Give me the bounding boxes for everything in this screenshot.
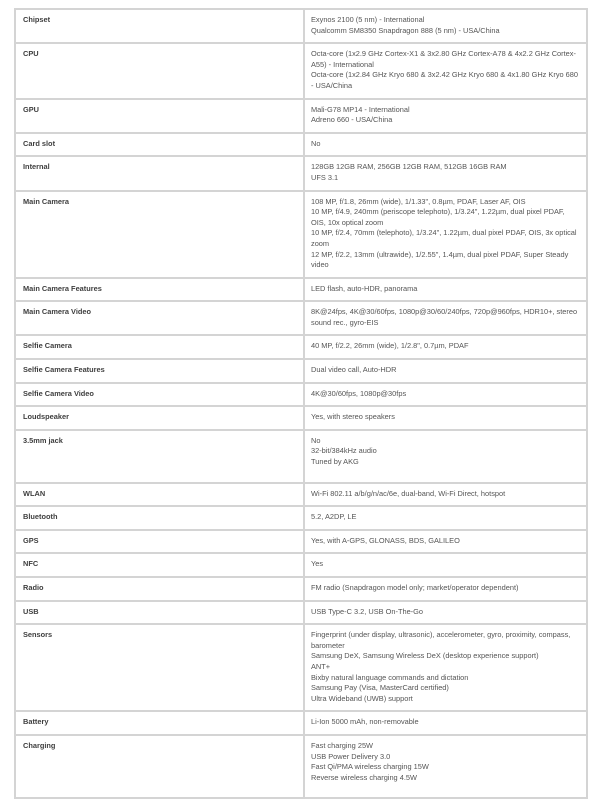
spec-label: Main Camera Video xyxy=(15,301,304,335)
spec-value xyxy=(304,553,587,577)
spec-row xyxy=(15,133,587,157)
spec-value-line: UFS 3.1 xyxy=(311,172,339,182)
spec-value-line: USB Power Delivery 3.0 xyxy=(311,751,391,761)
spec-value-line: 40 MP, f/2.2, 26mm (wide), 1/2.8", 0.7µm, PDAF xyxy=(311,341,469,351)
spec-row xyxy=(15,624,587,711)
spec-value-line: ANT+ xyxy=(311,661,331,671)
spec-label: Loudspeaker xyxy=(15,406,304,430)
spec-table-body xyxy=(15,9,587,798)
spec-value xyxy=(304,711,587,735)
spec-value-line: Yes, with A-GPS, GLONASS, BDS, GALILEO xyxy=(311,535,460,545)
spec-row xyxy=(15,430,587,483)
spec-value-line: No xyxy=(311,435,321,445)
spec-table xyxy=(14,8,588,799)
spec-row xyxy=(15,99,587,133)
spec-value-line: Mali-G78 MP14 - International xyxy=(311,104,410,114)
spec-row xyxy=(15,553,587,577)
spec-value-line: Dual video call, Auto-HDR xyxy=(311,365,397,375)
spec-value xyxy=(304,99,587,133)
spec-value-line: 32-bit/384kHz audio xyxy=(311,446,377,456)
spec-value xyxy=(304,43,587,98)
spec-row xyxy=(15,483,587,507)
spec-value xyxy=(304,406,587,430)
spec-row xyxy=(15,335,587,359)
spec-label: GPU xyxy=(15,99,304,133)
spec-label: Card slot xyxy=(15,133,304,157)
spec-value-line: Tuned by AKG xyxy=(311,457,359,467)
spec-value xyxy=(304,577,587,601)
spec-label: Radio xyxy=(15,577,304,601)
spec-row xyxy=(15,383,587,407)
spec-row xyxy=(15,735,587,798)
spec-value-line: Fast Qi/PMA wireless charging 15W xyxy=(311,762,429,772)
spec-row xyxy=(15,278,587,302)
spec-value-line: FM radio (Snapdragon model only; market/operator dependent) xyxy=(311,583,519,592)
spec-row xyxy=(15,406,587,430)
spec-row xyxy=(15,43,587,98)
spec-value-line: Octa-core (1x2.84 GHz Kryo 680 & 3x2.42 GHz Kryo 680 & 4x1.80 GHz Kryo 680 - USA/China xyxy=(311,70,579,90)
spec-label: Bluetooth xyxy=(15,506,304,530)
spec-value-line: Bixby natural language commands and dictation xyxy=(311,672,469,682)
spec-value xyxy=(304,335,587,359)
spec-row xyxy=(15,359,587,383)
spec-row xyxy=(15,301,587,335)
spec-row xyxy=(15,191,587,278)
spec-value-line: Samsung Pay (Visa, MasterCard certified) xyxy=(311,683,449,693)
spec-value xyxy=(304,601,587,625)
spec-value-line: No xyxy=(311,138,321,148)
spec-label: WLAN xyxy=(15,483,304,507)
spec-value xyxy=(304,191,587,278)
spec-row xyxy=(15,577,587,601)
spec-value-line: Samsung DeX, Samsung Wireless DeX (desktop experience support) xyxy=(311,651,539,661)
spec-label: NFC xyxy=(15,553,304,577)
spec-label: Main Camera Features xyxy=(15,278,304,302)
spec-value-line: 5.2, A2DP, LE xyxy=(311,512,357,522)
spec-label: GPS xyxy=(15,530,304,554)
spec-value-line: 12 MP, f/2.2, 13mm (ultrawide), 1/2.55", 1.4µm, dual pixel PDAF, Super Steady video xyxy=(311,249,569,270)
spec-value xyxy=(304,9,587,43)
spec-value-line: Wi-Fi 802.11 a/b/g/n/ac/6e, dual-band, Wi-Fi Direct, hotspot xyxy=(311,488,506,498)
spec-label: Charging xyxy=(15,735,304,798)
spec-value-line: Yes xyxy=(311,559,324,569)
spec-value-line: 4K@30/60fps, 1080p@30fps xyxy=(311,388,407,398)
spec-row xyxy=(15,156,587,190)
spec-value-line: 10 MP, f/4.9, 240mm (periscope telephoto), 1/3.24", 1.22µm, dual pixel PDAF, OIS, 10x optical zoom xyxy=(311,207,565,227)
spec-label: Selfie Camera Video xyxy=(15,383,304,407)
spec-value xyxy=(304,735,587,798)
spec-value-line: 128GB 12GB RAM, 256GB 12GB RAM, 512GB 16GB RAM xyxy=(311,162,507,172)
spec-value-line: USB Type-C 3.2, USB On-The-Go xyxy=(311,606,423,616)
spec-value xyxy=(304,483,587,507)
spec-value-line: Octa-core (1x2.9 GHz Cortex-X1 & 3x2.80 GHz Cortex-A78 & 4x2.2 GHz Cortex-A55) - International xyxy=(311,49,576,69)
spec-value-line: Qualcomm SM8350 Snapdragon 888 (5 nm) - USA/China xyxy=(311,25,500,35)
spec-label: 3.5mm jack xyxy=(15,430,304,483)
spec-label: Battery xyxy=(15,711,304,735)
spec-value-line: Adreno 660 - USA/China xyxy=(311,115,393,125)
spec-row xyxy=(15,601,587,625)
spec-label: CPU xyxy=(15,43,304,98)
spec-row xyxy=(15,9,587,43)
spec-row xyxy=(15,530,587,554)
spec-row xyxy=(15,711,587,735)
spec-value-line: Yes, with stereo speakers xyxy=(311,412,395,422)
spec-value-line: 108 MP, f/1.8, 26mm (wide), 1/1.33", 0.8µm, PDAF, Laser AF, OIS xyxy=(311,196,526,206)
spec-label: Selfie Camera xyxy=(15,335,304,359)
spec-value-line: Ultra Wideband (UWB) support xyxy=(311,693,413,703)
spec-value xyxy=(304,624,587,711)
spec-value xyxy=(304,506,587,530)
spec-label: Main Camera xyxy=(15,191,304,278)
spec-value xyxy=(304,430,587,483)
spec-value xyxy=(304,278,587,302)
spec-value xyxy=(304,133,587,157)
spec-label: Internal xyxy=(15,156,304,190)
spec-value-line: Reverse wireless charging 4.5W xyxy=(311,772,417,782)
spec-value xyxy=(304,301,587,335)
spec-value-line: Fast charging 25W xyxy=(311,740,374,750)
spec-value xyxy=(304,383,587,407)
spec-label: Chipset xyxy=(15,9,304,43)
spec-row xyxy=(15,506,587,530)
spec-value xyxy=(304,530,587,554)
spec-value-line: Li-Ion 5000 mAh, non-removable xyxy=(311,717,419,727)
spec-value-line: 10 MP, f/2.4, 70mm (telephoto), 1/3.24", 1.22µm, dual pixel PDAF, OIS, 3x optical zoom xyxy=(311,228,577,248)
spec-label: Selfie Camera Features xyxy=(15,359,304,383)
spec-value xyxy=(304,359,587,383)
spec-value xyxy=(304,156,587,190)
spec-value-line: 8K@24fps, 4K@30/60fps, 1080p@30/60/240fps, 720p@960fps, HDR10+, stereo sound rec., gyro-EIS xyxy=(311,307,578,327)
spec-label: USB xyxy=(15,601,304,625)
spec-value-line: Fingerprint (under display, ultrasonic), accelerometer, gyro, proximity, compass, barometer xyxy=(311,630,571,650)
spec-label: Sensors xyxy=(15,624,304,711)
spec-value-line: LED flash, auto-HDR, panorama xyxy=(311,283,418,293)
spec-value-line: Exynos 2100 (5 nm) - International xyxy=(311,15,425,24)
